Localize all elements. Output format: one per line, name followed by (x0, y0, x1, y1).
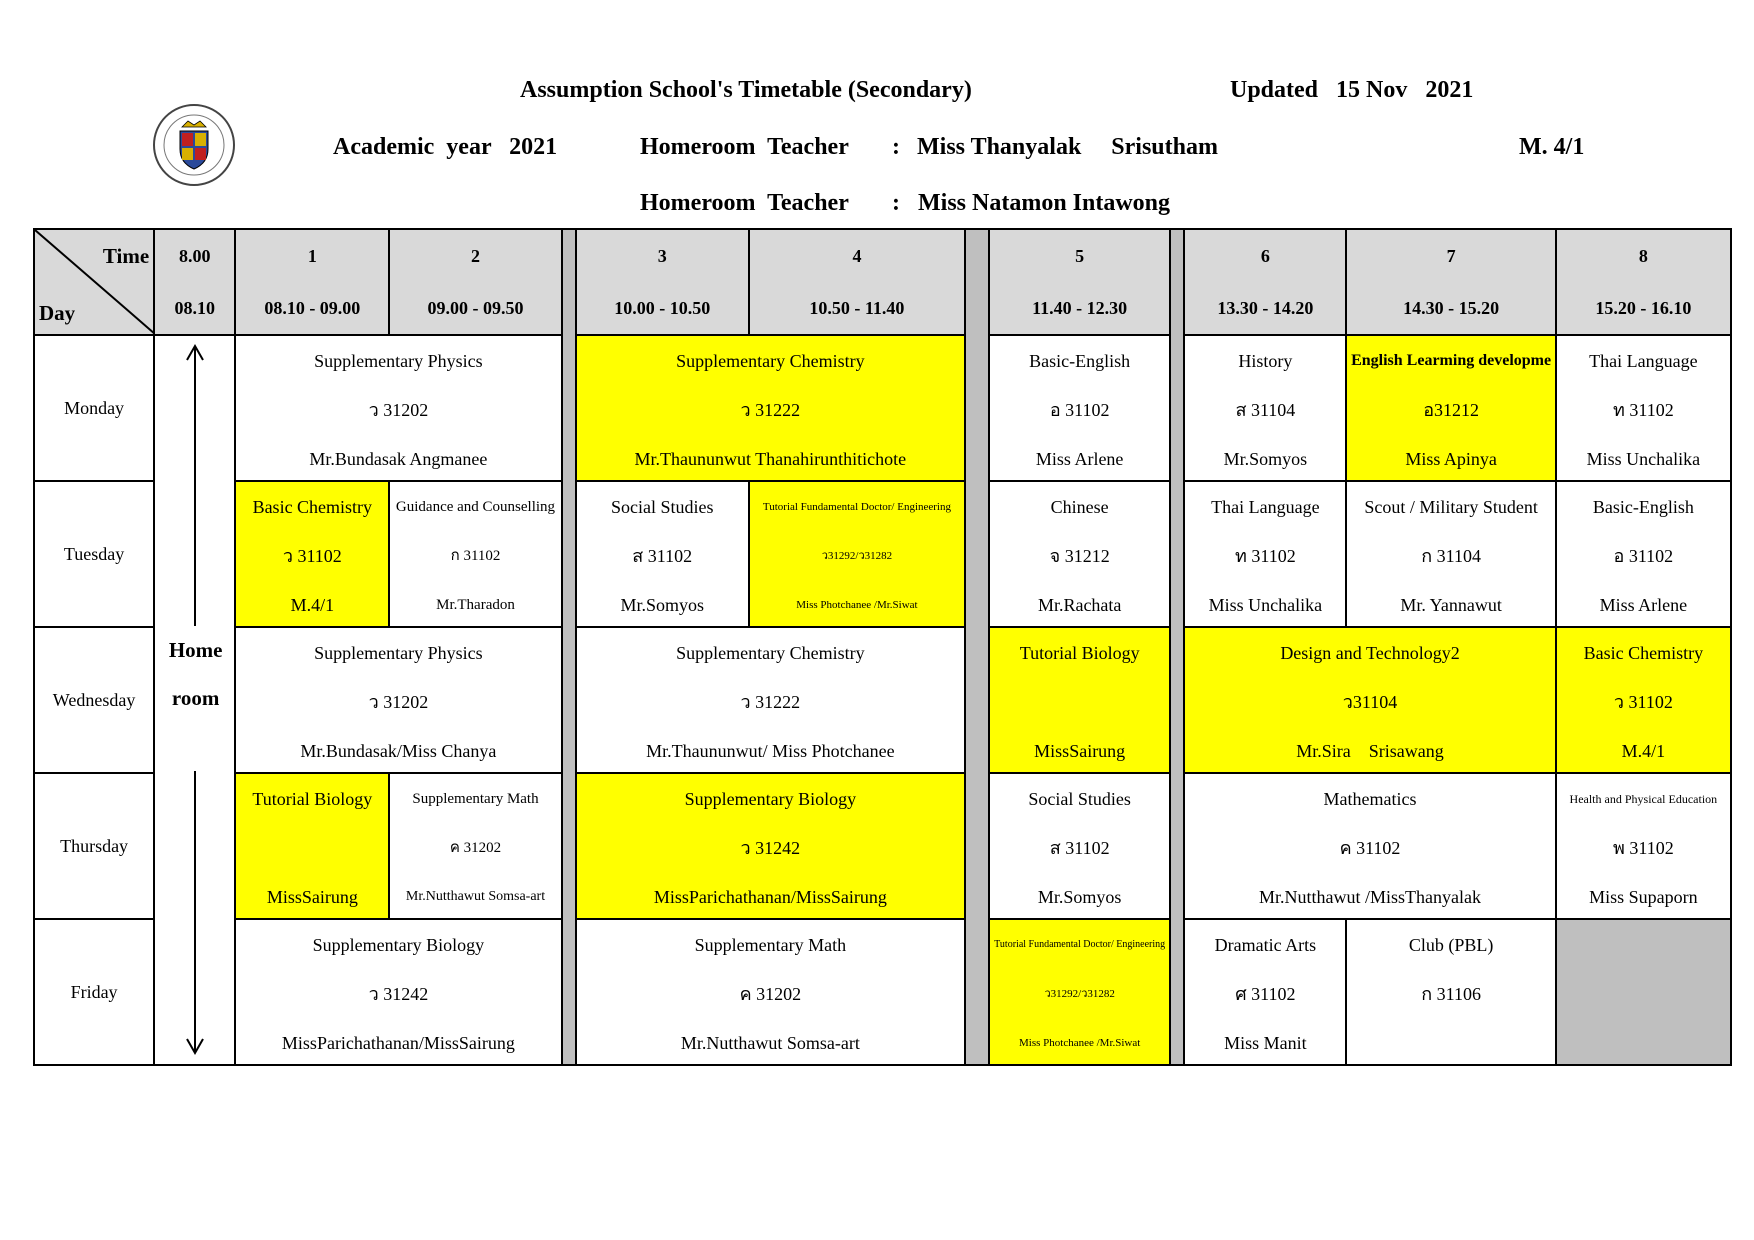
class-slot (1184, 773, 1555, 919)
subject-code: ค 31102 (1339, 838, 1401, 858)
teacher-name: Miss Unchalika (1586, 449, 1701, 469)
period-number: 3 (657, 246, 667, 266)
subject-code: ก 31104 (1421, 546, 1481, 566)
period-time: 08.10 (174, 298, 215, 318)
teacher-name: M.4/1 (290, 595, 335, 615)
break-separator-1 (562, 229, 576, 1065)
day-monday: Monday (34, 335, 154, 481)
class-slot (989, 773, 1170, 919)
homeroom-label-line1: Home (168, 638, 223, 662)
day-wednesday: Wednesday (34, 627, 154, 773)
day-friday: Friday (34, 919, 154, 1065)
class-slot (989, 481, 1170, 627)
day-tuesday: Tuesday (34, 481, 154, 627)
teacher-name: Miss Arlene (1599, 595, 1688, 615)
class-slot (1346, 335, 1555, 481)
period-number: 8.00 (178, 246, 211, 266)
subject-code: ว 31102 (282, 546, 342, 566)
period-time: 08.10 - 09.00 (264, 298, 361, 318)
class-slot (576, 773, 965, 919)
period-header-2 (389, 229, 561, 335)
teacher-name: Mr. Yannawut (1400, 595, 1502, 615)
day-thursday: Thursday (34, 773, 154, 919)
teacher-name: Mr.Somyos (620, 595, 704, 615)
teacher-name: MissSairung (266, 887, 358, 907)
period-time: 13.30 - 14.20 (1217, 298, 1314, 318)
class-slot (1184, 627, 1555, 773)
subject-code: ว31292/ว31282 (1044, 988, 1115, 1000)
subject-name: Basic-English (1592, 497, 1694, 517)
teacher-name: Mr.Nutthawut /MissThanyalak (1259, 887, 1481, 907)
empty-slot (1556, 919, 1731, 1065)
updated-date: Updated 15 Nov 2021 (1230, 77, 1474, 103)
teacher-name: MissParichathanan/MissSairung (281, 1033, 515, 1053)
subject-name: Mathematics (1323, 789, 1417, 809)
subject-name: History (1238, 351, 1293, 371)
period-time: 10.50 - 11.40 (809, 298, 905, 318)
subject-code: อ 31102 (1049, 400, 1110, 420)
homeroom-label-line2: room (171, 686, 220, 710)
subject-name: Supplementary Chemistry (676, 351, 865, 371)
teacher-name: Mr.Bundasak/Miss Chanya (300, 741, 497, 761)
teacher-name: Mr.Somyos (1037, 887, 1122, 907)
class-slot (1556, 773, 1731, 919)
period-time: 15.20 - 16.10 (1595, 298, 1692, 318)
class-slot (235, 773, 389, 919)
subject-code: ว31292/ว31282 (821, 550, 893, 562)
subject-name: Supplementary Physics (314, 643, 483, 663)
subject-code: ส 31102 (1049, 838, 1110, 858)
subject-code: ว 31222 (740, 692, 801, 712)
class-slot (235, 481, 389, 627)
subject-name: English Learming developme (1351, 352, 1552, 369)
subject-name: Supplementary Biology (684, 789, 857, 809)
subject-name: Supplementary Physics (314, 351, 483, 371)
class-label: M. 4/1 (1519, 134, 1585, 160)
class-slot (1556, 335, 1731, 481)
subject-name: Supplementary Math (412, 791, 539, 807)
teacher-name: MissSairung (1034, 741, 1126, 761)
school-logo (152, 103, 236, 187)
class-slot (576, 627, 965, 773)
subject-code (236, 837, 388, 859)
subject-code: อ31212 (1423, 400, 1479, 420)
period-header-3 (576, 229, 749, 335)
subject-code: ว 31242 (740, 838, 801, 858)
subject-name: Club (PBL) (1408, 935, 1494, 955)
teacher-name: Miss Apinya (1405, 449, 1497, 469)
period-number: 1 (307, 246, 317, 266)
subject-code: ว31104 (1342, 692, 1398, 712)
teacher-name: Mr.Nutthawut Somsa-art (680, 1033, 860, 1053)
teacher-name: M.4/1 (1621, 741, 1666, 761)
period-time: 14.30 - 15.20 (1403, 298, 1500, 318)
period-time: 11.40 - 12.30 (1032, 298, 1128, 318)
homeroom-teacher-1: Miss Thanyalak Srisutham (917, 134, 1218, 160)
time-label: Time (102, 244, 150, 268)
teacher-name: Mr.Thaununwut Thanahirunthitichote (634, 449, 907, 469)
subject-name: Chinese (1050, 497, 1109, 517)
subject-name: Tutorial Biology (252, 789, 373, 809)
teacher-name: Mr.Bundasak Angmanee (309, 449, 488, 469)
break-separator-2 (965, 229, 989, 1065)
colon-1: : (892, 134, 900, 160)
subject-name: Social Studies (610, 497, 714, 517)
class-slot (576, 335, 965, 481)
class-slot (1346, 919, 1555, 1065)
subject-name: Scout / Military Student (1364, 497, 1538, 517)
subject-name: Basic Chemistry (1583, 643, 1704, 663)
teacher-name: Miss Unchalika (1208, 595, 1323, 615)
day-label: Day (39, 301, 76, 325)
class-slot (989, 627, 1170, 773)
teacher-name: Miss Photchanee /Mr.Siwat (796, 599, 918, 611)
period-header-1 (235, 229, 389, 335)
subject-name: Supplementary Biology (312, 935, 485, 955)
subject-code (990, 691, 1169, 713)
class-slot (576, 481, 749, 627)
period-header-6 (1184, 229, 1346, 335)
class-slot (1346, 481, 1555, 627)
class-slot (1556, 627, 1731, 773)
teacher-name: Miss Manit (1224, 1033, 1307, 1053)
period-header-7 (1346, 229, 1555, 335)
subject-name: Guidance and Counselling (395, 499, 556, 515)
homeroom-label-2: Homeroom Teacher (640, 190, 849, 216)
subject-code: ค 31202 (739, 984, 802, 1004)
teacher-name: MissParichathanan/MissSairung (653, 887, 887, 907)
subject-code: ส 31102 (632, 546, 693, 566)
period-header-4 (749, 229, 965, 335)
teacher-name: Miss Arlene (1035, 449, 1124, 469)
class-slot (1184, 481, 1346, 627)
subject-code: ส 31104 (1235, 400, 1296, 420)
homeroom-teacher-2: Miss Natamon Intawong (918, 190, 1171, 216)
subject-code: ว 31102 (1613, 692, 1673, 712)
teacher-name: Miss Supaporn (1589, 887, 1698, 907)
teacher-name: Mr.Tharadon (436, 597, 515, 613)
class-slot (235, 919, 561, 1065)
subject-code: จ 31212 (1049, 546, 1110, 566)
subject-code: ท 31102 (1235, 546, 1296, 566)
lunch-separator (1170, 229, 1184, 1065)
subject-name: Design and Technology2 (1280, 643, 1460, 663)
subject-name: Dramatic Arts (1214, 935, 1317, 955)
period-number: 7 (1446, 246, 1456, 266)
subject-name: Tutorial Fundamental Doctor/ Engineering (762, 501, 951, 513)
subject-code: ว 31242 (368, 984, 429, 1004)
teacher-name: Mr.Somyos (1223, 449, 1308, 469)
period-header-homeroom (154, 229, 235, 335)
subject-name: Social Studies (1028, 789, 1131, 809)
subject-name: Tutorial Biology (1019, 643, 1140, 663)
subject-name: Thai Language (1211, 497, 1320, 517)
subject-code: พ 31102 (1613, 838, 1674, 858)
period-header-5 (989, 229, 1170, 335)
subject-name: Supplementary Chemistry (676, 643, 865, 663)
period-number: 6 (1260, 246, 1270, 266)
timetable-title: Assumption School's Timetable (Secondary) (520, 77, 972, 103)
subject-name: Health and Physical Education (1569, 792, 1718, 806)
subject-name: Basic-English (1029, 351, 1131, 371)
subject-name: Basic Chemistry (252, 497, 373, 517)
period-number: 5 (1075, 246, 1085, 266)
subject-code: อ 31102 (1613, 546, 1674, 566)
period-number: 4 (852, 246, 862, 266)
subject-code: ว 31202 (368, 692, 429, 712)
teacher-name: Mr.Thaununwut/ Miss Photchanee (646, 741, 895, 761)
class-slot (749, 481, 965, 627)
homeroom-column (154, 335, 235, 1065)
teacher-name: Mr.Rachata (1037, 595, 1122, 615)
time-day-corner (34, 229, 154, 335)
class-slot (235, 627, 561, 773)
subject-name: Tutorial Fundamental Doctor/ Engineering (994, 939, 1166, 950)
period-number: 8 (1638, 246, 1648, 266)
class-slot (1184, 919, 1346, 1065)
subject-code: ว 31222 (740, 400, 801, 420)
subject-code: ว 31202 (368, 400, 429, 420)
subject-code: ค 31202 (449, 840, 502, 856)
class-slot (389, 481, 561, 627)
teacher-name: Mr.Nutthawut Somsa-art (405, 889, 546, 904)
timetable (33, 228, 1732, 1066)
subject-code: ก 31106 (1421, 984, 1481, 1004)
teacher-name (1347, 1032, 1554, 1054)
subject-name: Supplementary Math (694, 935, 847, 955)
class-slot (989, 335, 1170, 481)
subject-code: ศ 31102 (1235, 984, 1296, 1004)
class-slot (576, 919, 965, 1065)
teacher-name: Miss Photchanee /Mr.Siwat (1019, 1037, 1141, 1049)
subject-name: Thai Language (1589, 351, 1698, 371)
class-slot (389, 773, 561, 919)
class-slot (235, 335, 561, 481)
colon-2: : (892, 190, 900, 216)
class-slot (1184, 335, 1346, 481)
period-time: 10.00 - 10.50 (614, 298, 711, 318)
academic-year: Academic year 2021 (333, 134, 558, 160)
homeroom-label-1: Homeroom Teacher (640, 134, 849, 160)
period-time: 09.00 - 09.50 (427, 298, 524, 318)
period-header-8 (1556, 229, 1731, 335)
period-number: 2 (471, 246, 480, 266)
subject-code: ก 31102 (450, 548, 501, 564)
class-slot (1556, 481, 1731, 627)
class-slot (989, 919, 1170, 1065)
teacher-name: Mr.Sira Srisawang (1296, 741, 1444, 761)
subject-code: ท 31102 (1613, 400, 1674, 420)
